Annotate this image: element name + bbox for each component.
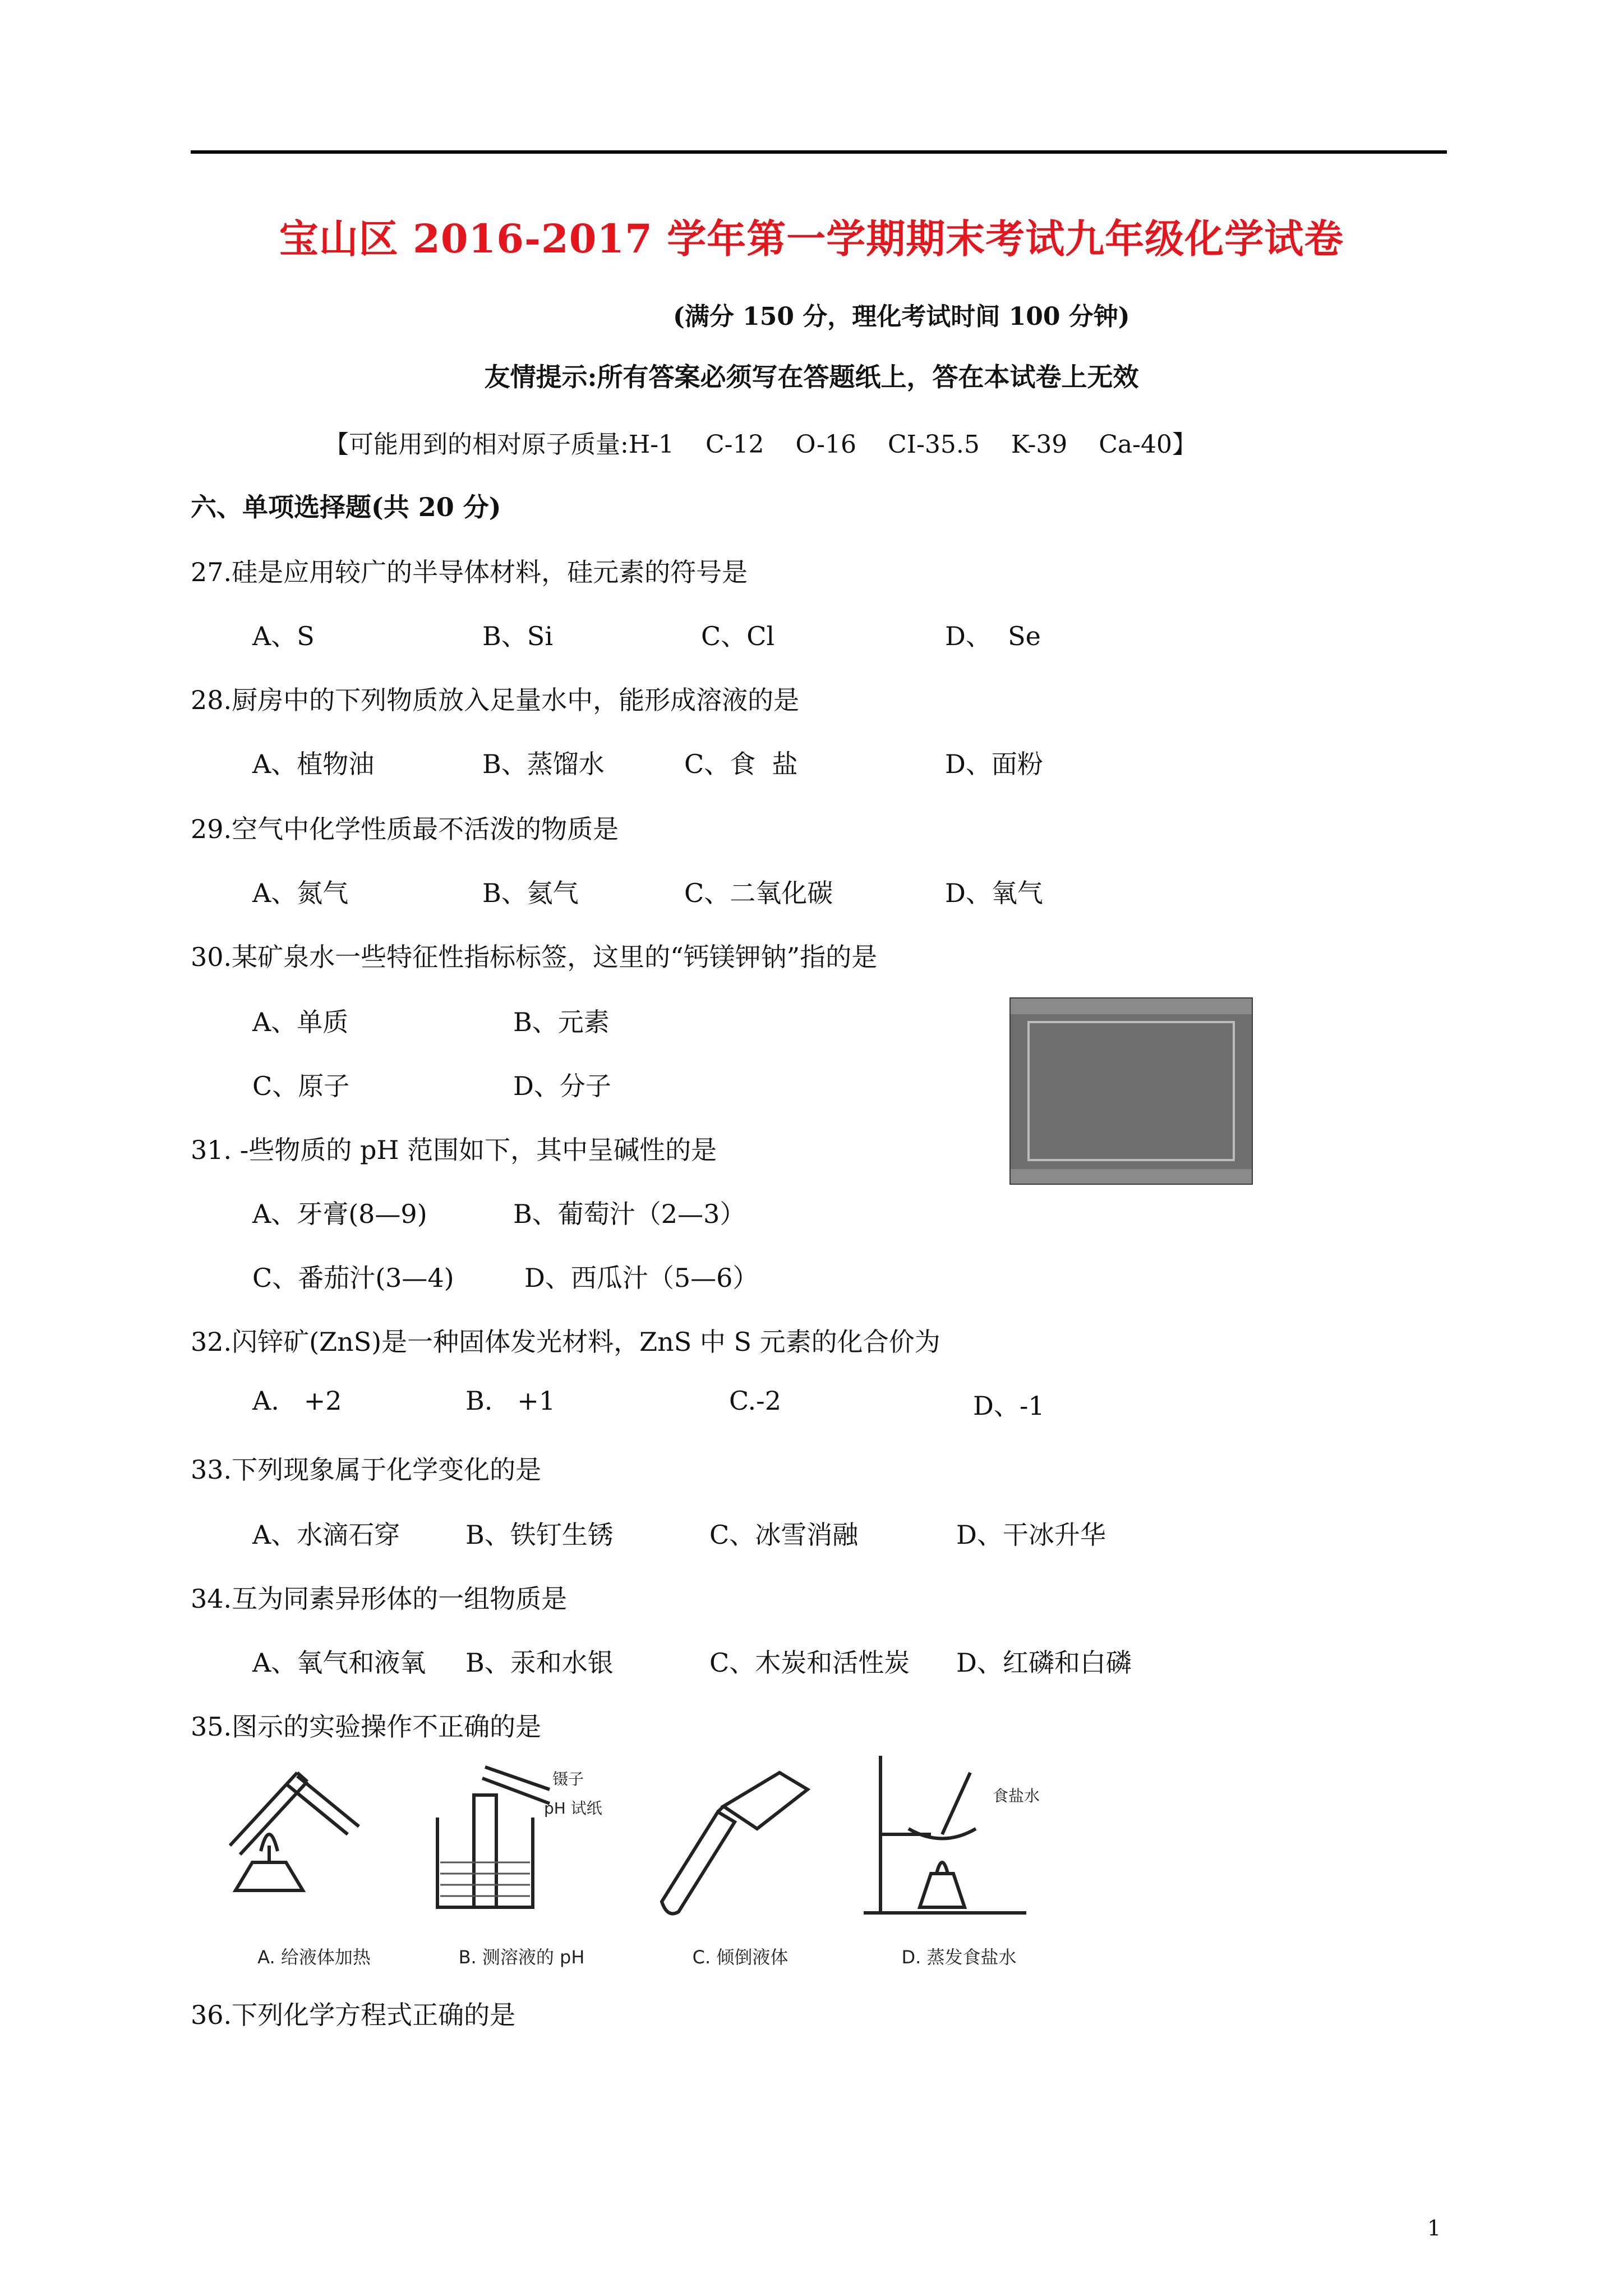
- salt-water-label: 食盐水: [993, 1787, 1040, 1805]
- atomic-masses: 【可能用到的相对原子质量:H-1 C-12 O-16 CI-35.5 K-39 Ca-40】: [324, 430, 1197, 459]
- q33-option-a: A、水滴石穿: [252, 1520, 400, 1550]
- q28-option-a: A、植物油: [252, 749, 375, 779]
- figure-a-caption: A. 给液体加热: [257, 1947, 371, 1968]
- q32-option-b: B. +1: [465, 1386, 556, 1416]
- question-29: 29.空气中化学性质最不活泼的物质是: [191, 814, 619, 844]
- tweezers-label: 镊子: [552, 1770, 584, 1788]
- exam-tip: 友情提示:所有答案必须写在答题纸上，答在本试卷上无效: [484, 362, 1139, 392]
- exam-title: 宝山区 2016-2017 学年第一学期期末考试九年级化学试卷: [279, 215, 1344, 262]
- q32-option-d: D、-1: [973, 1391, 1045, 1421]
- q33-option-c: C、冰雪消融: [709, 1520, 859, 1550]
- evaporating-dish-icon: [858, 1750, 1060, 1930]
- figure-d-evaporating: [858, 1750, 1060, 1969]
- q33-option-b: B、铁钉生锈: [465, 1520, 614, 1550]
- figure-b-ph-test: [421, 1750, 623, 1969]
- q34-option-a: A、氧气和液氧: [252, 1648, 426, 1678]
- question-31: 31. -些物质的 pH 范围如下，其中呈碱性的是: [191, 1135, 717, 1165]
- question-35: 35.图示的实验操作不正确的是: [191, 1711, 542, 1742]
- q28-option-c: C、食 盐: [684, 749, 798, 779]
- q28-option-b: B、蒸馏水: [482, 749, 605, 779]
- ph-paper-label: pH 试纸: [544, 1799, 602, 1818]
- pouring-liquid-icon: [639, 1750, 841, 1930]
- q34-option-b: B、汞和水银: [465, 1648, 614, 1678]
- figure-c-pouring: [639, 1750, 841, 1969]
- question-36: 36.下列化学方程式正确的是: [191, 2000, 516, 2030]
- question-28: 28.厨房中的下列物质放入足量水中，能形成溶液的是: [191, 685, 800, 715]
- q31-option-d: D、西瓜汁（5—6）: [524, 1263, 759, 1293]
- q32-option-c: C.-2: [729, 1386, 781, 1416]
- q27-option-a: A、S: [252, 621, 315, 651]
- figure-b-caption: B. 测溶液的 pH: [458, 1947, 585, 1968]
- section-title: 六、单项选择题(共 20 分): [191, 492, 501, 522]
- q33-option-d: D、干冰升华: [956, 1520, 1106, 1550]
- q29-option-a: A、氮气: [252, 878, 349, 908]
- exam-subtitle: (满分 150 分，理化考试时间 100 分钟): [673, 302, 1130, 331]
- q27-option-c: C、Cl: [701, 621, 775, 651]
- top-rule: [191, 150, 1447, 154]
- question-34: 34.互为同素异形体的一组物质是: [191, 1584, 568, 1614]
- question-27: 27.硅是应用较广的半导体材料，硅元素的符号是: [191, 557, 748, 587]
- page-number: 1: [1427, 2216, 1441, 2240]
- heating-liquid-icon: [213, 1750, 415, 1930]
- q29-option-c: C、二氧化碳: [684, 878, 833, 908]
- q27-option-d: D、 Se: [945, 621, 1041, 651]
- experiment-figures: [213, 1750, 1088, 1969]
- q30-option-b: B、元素: [513, 1007, 610, 1037]
- ph-test-beaker-icon: [421, 1750, 623, 1930]
- q34-option-c: C、木炭和活性炭: [709, 1648, 910, 1678]
- q29-option-d: D、氧气: [945, 878, 1043, 908]
- q31-option-b: B、葡萄汁（2—3）: [513, 1199, 746, 1229]
- q30-option-a: A、单质: [252, 1007, 349, 1037]
- figure-d-caption: D. 蒸发食盐水: [901, 1947, 1017, 1968]
- q27-option-b: B、Si: [482, 621, 554, 651]
- question-32: 32.闪锌矿(ZnS)是一种固体发光材料，ZnS 中 S 元素的化合价为: [191, 1327, 940, 1357]
- q29-option-b: B、氦气: [482, 878, 579, 908]
- q30-option-d: D、分子: [513, 1071, 611, 1101]
- mineral-water-label-photo: [1009, 997, 1253, 1185]
- q30-option-c: C、原子: [252, 1071, 350, 1101]
- q28-option-d: D、面粉: [945, 749, 1043, 779]
- q31-option-c: C、番茄汁(3—4): [252, 1263, 454, 1293]
- figure-a-heating: [213, 1750, 415, 1969]
- question-30: 30.某矿泉水一些特征性指标标签，这里的“钙镁钾钠”指的是: [191, 942, 878, 972]
- figure-c-caption: C. 倾倒液体: [692, 1947, 789, 1968]
- question-33: 33.下列现象属于化学变化的是: [191, 1455, 542, 1485]
- q34-option-d: D、红磷和白磷: [956, 1648, 1132, 1678]
- q31-option-a: A、牙膏(8—9): [252, 1199, 427, 1229]
- q32-option-a: A. +2: [252, 1386, 342, 1416]
